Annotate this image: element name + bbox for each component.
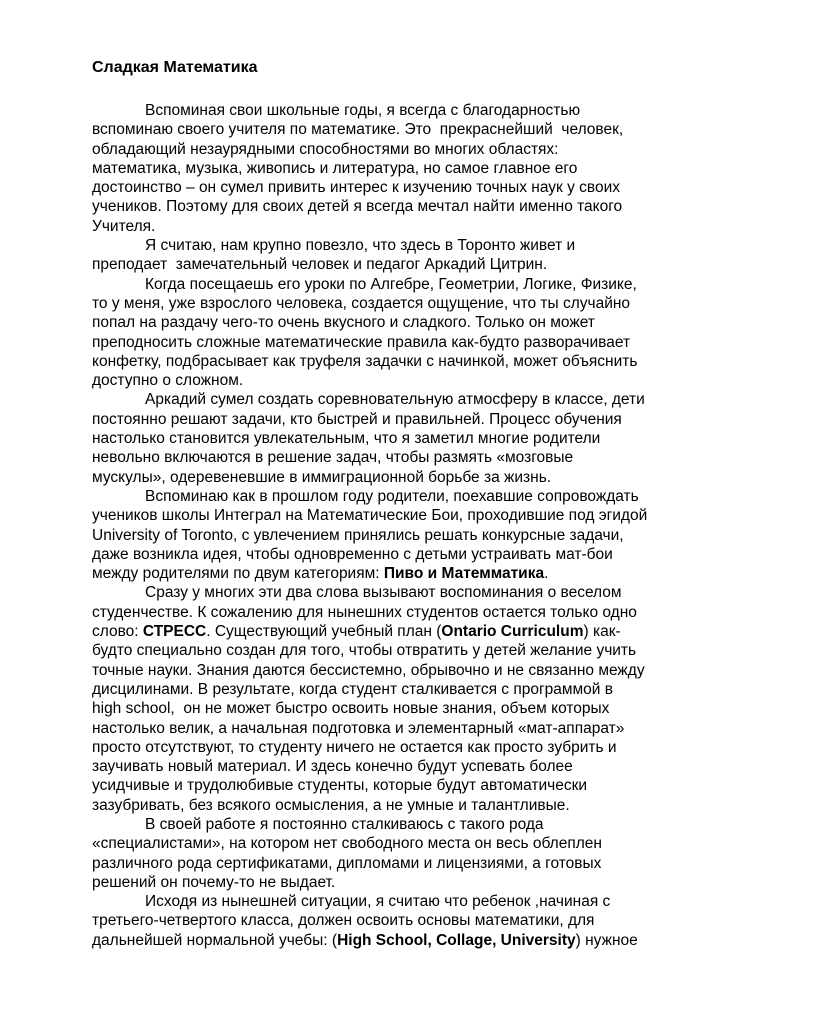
bold-phrase: СТРЕСС	[142, 623, 207, 641]
bold-phrase: Пиво и Матемматика	[383, 565, 545, 583]
text-line: даже возникла идея, чтобы одновременно с детьми устраивать мат-бои	[92, 545, 613, 563]
text-run: ) нужное	[575, 931, 638, 949]
text-run: . Существующий учебный план (	[206, 623, 442, 641]
text-line: просто отсутствуют, то студенту ничего не остается как просто зубрить и	[92, 738, 617, 756]
paragraph-8	[92, 892, 712, 950]
text-line: вспоминаю своего учителя по математике. Это прекраснейший человек,	[92, 121, 624, 139]
text-line: математика, музыка, живопись и литература, но самое главное его	[92, 159, 578, 177]
text-line: заучивать новый материал. И здесь конечно будут успевать более	[92, 758, 573, 776]
text-line: настолько велик, а начальная подготовка и элементарный «мат-аппарат»	[92, 719, 625, 737]
text-line: постоянно решают задачи, кто быстрей и правильней. Процесс обучения	[92, 410, 622, 428]
text-line	[92, 564, 712, 583]
text-line: University of Toronto, с увлечением принялись решать конкурсные задачи,	[92, 526, 624, 544]
text-line	[92, 931, 712, 950]
document-body	[92, 101, 712, 950]
text-line: Исходя из нынешней ситуации, я считаю что ребенок ,начиная с	[145, 893, 611, 911]
text-line: high school, он не может быстро освоить новые знания, объем которых	[92, 700, 610, 718]
text-line: третьего-четвертого класса, должен освоить основы математики, для	[92, 912, 595, 930]
text-line: решений он почему-то не выдает.	[92, 873, 336, 891]
text-line: усидчивые и трудолюбивые студенты, которые будут автоматически	[92, 777, 588, 795]
text-line: попал на раздачу чего-то очень вкусного и сладкого. Только он может	[92, 314, 595, 332]
text-line: будто специально создан для того, чтобы отвратить у детей желание учить	[92, 642, 637, 660]
bold-phrase: High School, Collage, University	[337, 931, 576, 949]
text-line: Когда посещаешь его уроки по Алгебре, Геометрии, Логике, Физике,	[145, 275, 637, 293]
text-line: Вспоминаю как в прошлом году родители, поехавшие сопровождать	[145, 487, 639, 505]
text-run: слово:	[92, 623, 143, 641]
text-line: мускулы», одеревеневшие в иммиграционной борьбе за жизнь.	[92, 468, 552, 486]
text-line: то у меня, уже взрослого человека, создается ощущение, что ты случайно	[92, 294, 631, 312]
paragraph-5	[92, 487, 712, 583]
text-line: преподносить сложные математические правила как-будто разворачивает	[92, 333, 631, 351]
text-line: различного рода сертификатами, дипломами и лицензиями, а готовых	[92, 854, 602, 872]
text-run: ) как-	[583, 623, 621, 641]
text-run: дальнейшей нормальной учебы: (	[92, 931, 338, 949]
text-line: невольно включаются в решение задач, чтобы размять «мозговые	[92, 449, 574, 467]
text-line: учеников. Поэтому для своих детей я всегда мечтал найти именно такого	[92, 198, 623, 216]
paragraph-4	[92, 390, 712, 486]
text-line: дисцилинами. В результате, когда студент сталкивается с программой в	[92, 680, 614, 698]
text-line: студенчестве. К сожалению для нынешних студентов остается только одно	[92, 603, 637, 621]
text-line: Аркадий сумел создать соревновательную атмосферу в классе, дети	[145, 391, 645, 409]
text-line: достоинство – он сумел привить интерес к изучению точных наук у своих	[92, 179, 621, 197]
text-line: Я считаю, нам крупно повезло, что здесь в Торонто живет и	[145, 237, 576, 255]
text-line: точные науки. Знания даются бессистемно, обрывочно и не связанно между	[92, 661, 645, 679]
text-line: настолько становится увлекательным, что я заметил многие родители	[92, 430, 601, 448]
text-line: учеников школы Интеграл на Математические Бои, проходившие под эгидой	[92, 507, 648, 525]
text-line: доступно о сложном.	[92, 372, 244, 390]
text-run: между родителями по двум категориям:	[92, 565, 384, 583]
paragraph-6	[92, 583, 712, 815]
text-line: «специалистами», на котором нет свободного места он весь облеплен	[92, 835, 602, 853]
text-line: Сразу у многих эти два слова вызывают воспоминания о веселом	[145, 584, 622, 602]
text-line: В своей работе я постоянно сталкиваюсь с такого рода	[145, 815, 544, 833]
text-line	[92, 622, 712, 641]
text-line: зазубривать, без всякого осмысления, а не умные и талантливые.	[92, 796, 570, 814]
paragraph-3	[92, 275, 712, 391]
text-run: .	[544, 565, 549, 583]
paragraph-7	[92, 815, 712, 892]
text-line: Учителя.	[92, 217, 156, 235]
document-title: Сладкая Математика	[92, 59, 258, 76]
paragraph-2	[92, 236, 712, 275]
paragraph-1	[92, 101, 712, 236]
text-line: преподает замечательный человек и педагог Аркадий Цитрин.	[92, 256, 548, 274]
text-line: конфетку, подбрасывает как труфеля задачки с начинкой, может объяснить	[92, 352, 638, 370]
text-line: обладающий незаурядными способностями во многих областях:	[92, 140, 559, 158]
text-line: Вспоминая свои школьные годы, я всегда с благодарностью	[145, 102, 581, 119]
bold-phrase: Ontario Curriculum	[441, 623, 584, 641]
